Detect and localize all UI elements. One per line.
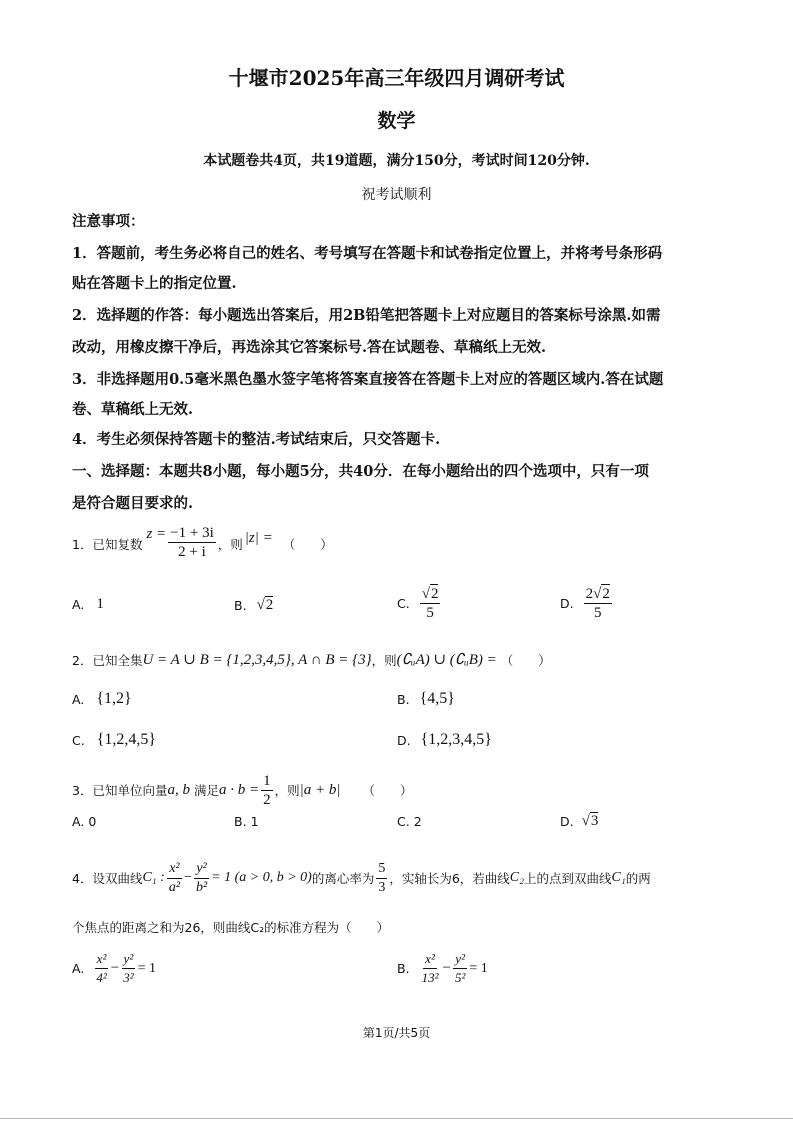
q1-option-a[interactable] [72,596,104,613]
option-numerator: 2 [602,586,610,602]
option-y-term [453,950,467,987]
sqrt-sign: √ [593,586,602,602]
note-line-4: 改动，用橡皮擦干净后，再选涂其它答案标号.答在试题卷、草稿纸上无效. [72,339,547,356]
bottom-divider [0,1118,793,1119]
q2-option-b[interactable] [397,690,455,708]
q2-option-d[interactable] [397,731,492,749]
option-y-den: 5² [454,970,466,985]
q3-option-d[interactable] [560,812,598,830]
option-coefficient: 2 [585,586,594,602]
option-label: B. [234,597,247,613]
q4-prefix: 4．设双曲线 [72,871,143,886]
option-label: C. [72,732,85,748]
q4-y-den: b² [195,879,208,895]
option-fraction [584,584,612,622]
page-number: 第1页/共5页 [362,1026,431,1040]
q2-option-c[interactable] [72,731,156,749]
option-label: A. [72,691,85,707]
q4-mid-text: 上的点到双曲线 [524,871,612,886]
q2-expr: U = A ∪ B = {1,2,3,4,5}, A ∩ B = {3} [142,652,372,668]
question-3 [72,770,722,810]
q4-option-a[interactable] [72,950,156,987]
option-x-num: x² [95,950,109,969]
q1-denominator: 2 + i [178,543,206,560]
note-line-7: 4．考生必须保持答题卡的整洁.考试结束后，只交答题卡. [72,431,441,448]
q3-dot: a · b = [218,781,260,798]
sqrt-sign: √ [256,596,265,613]
option-x-num: x² [423,950,437,969]
sqrt-sign: √ [581,812,590,829]
note-line-5: 3．非选择题用0.5毫米黑色墨水签字笔将答案直接答在答题卡上对应的答题区域内.答在试题 [72,371,664,388]
q3-fraction [261,772,273,809]
question-2 [72,650,722,669]
q4-end-text: 的两 [625,871,651,886]
option-value: {1,2} [96,690,132,707]
option-x-term [94,950,108,987]
option-eq: = 1 [469,960,488,976]
option-label: A. [72,961,85,976]
q1-blank: （ ） [282,537,333,552]
q4-eq: = 1 (a > 0, b > 0) [211,870,312,885]
q4-axis-text: ，实轴长为6，若曲线 [389,871,510,886]
option-label: B. [397,691,410,707]
option-y-term [121,950,135,987]
note-line-3: 2．选择题的作答：每小题选出答案后，用2B铅笔把答题卡上对应题目的答案标号涂黑.如需 [72,307,661,324]
q4-curve: C₁ : [142,870,165,885]
q3-prefix: 3．已知单位向量 [72,783,168,798]
q4-y-num: y² [194,860,208,879]
q4-ecc-num: 5 [376,860,387,879]
q3-abs: |a + b| [299,781,341,798]
q4-line-2: 个焦点的距离之和为26，则曲线C₂的标准方程为（ ） [72,920,390,935]
option-y-num: y² [453,950,467,969]
q1-abs: |z| = [244,529,273,546]
q3-satisfy: 满足 [193,783,219,798]
q2-blank: （ ） [500,652,551,668]
note-line-2: 贴在答题卡上的指定位置. [72,275,237,292]
note-line-1: 1．答题前，考生务必将自己的姓名、考号填写在答题卡和试卷指定位置上，并将考号条形码 [72,245,663,262]
option-label: C. [397,814,410,829]
option-denominator: 5 [426,605,434,621]
blessing: 祝考试顺利 [361,187,432,203]
q1-option-d[interactable] [560,584,614,622]
option-value: 1 [250,814,259,829]
exam-title: 十堰市2025年高三年级四月调研考试 [228,66,565,90]
option-value: 3 [590,813,599,829]
q4-ecc-den: 3 [378,879,386,895]
notes-heading: 注意事项： [72,213,145,230]
option-value: 0 [88,814,97,829]
option-denominator: 5 [593,605,602,621]
question-4 [72,854,722,902]
q4-minus: − [184,870,192,885]
option-minus: − [442,960,451,976]
q3-numerator: 1 [263,772,271,789]
q4-x-term [167,860,182,897]
option-value: {1,2,3,4,5} [420,731,492,748]
option-label: D. [560,595,574,611]
section1-line-1: 一、选择题：本题共8小题，每小题5分，共40分．在每小题给出的四个选项中，只有一项 [72,463,649,480]
option-label: A. [72,814,85,829]
option-label: A. [72,597,85,612]
q2-prefix: 2．已知全集 [72,652,143,668]
exam-intro: 本试题卷共4页，共19道题，满分150分，考试时间120分钟. [203,153,590,169]
q3-option-b[interactable] [234,814,259,829]
q1-then: ，则 [217,537,243,552]
option-x-den: 13² [421,970,439,985]
question-1 [72,522,722,566]
option-label: D. [397,732,411,748]
q1-option-b[interactable] [234,596,273,614]
q1-prefix: 1．已知复数 [72,537,143,552]
q3-then: ，则 [274,783,300,798]
option-value: {4,5} [419,690,455,707]
q2-expr2: (∁ᵤA) ∪ (∁ᵤB) = [396,652,497,668]
option-label: B. [397,961,410,976]
option-value: 2 [413,814,422,829]
q2-option-a[interactable] [72,690,132,708]
section1-line-2: 是符合题目要求的. [72,495,194,512]
option-label: D. [560,813,574,829]
q4-ecc-text: 的离心率为 [311,871,375,886]
q4-c2: C₂ [509,870,525,885]
option-label: B. [234,814,247,829]
option-fraction [420,584,441,622]
q3-option-c[interactable] [397,814,422,829]
option-value: 2 [265,597,274,613]
q3-blank: （ ） [362,783,413,798]
option-x-term [420,950,441,987]
q3-option-a[interactable] [72,814,96,829]
option-x-den: 4² [96,970,107,985]
q1-z: z = [146,525,167,542]
option-value: {1,2,4,5} [96,731,157,748]
q4-x-num: x² [167,860,181,879]
q1-option-c[interactable] [397,584,442,622]
q1-numerator: −1 + 3i [170,524,214,541]
q3-vectors: a, b [167,781,190,798]
option-value: 1 [96,596,104,612]
q4-ecc-fraction [376,860,387,897]
q4-x-den: a² [168,879,181,895]
q4-y-term [194,860,209,897]
q1-fraction [168,524,216,561]
sqrt-sign: √ [421,586,430,602]
q4-option-b[interactable] [397,950,488,987]
q3-denominator: 2 [263,791,271,808]
q2-then: ，则 [371,652,397,668]
subject-title: 数学 [377,110,416,132]
option-y-num: y² [122,950,136,969]
note-line-6: 卷、草稿纸上无效. [72,401,194,418]
option-numerator: 2 [430,586,439,602]
q4-c1: C₁ [611,870,626,885]
option-y-den: 3² [123,970,134,985]
option-eq: = 1 [137,960,156,976]
option-minus: − [110,960,120,976]
option-label: C. [397,595,410,611]
